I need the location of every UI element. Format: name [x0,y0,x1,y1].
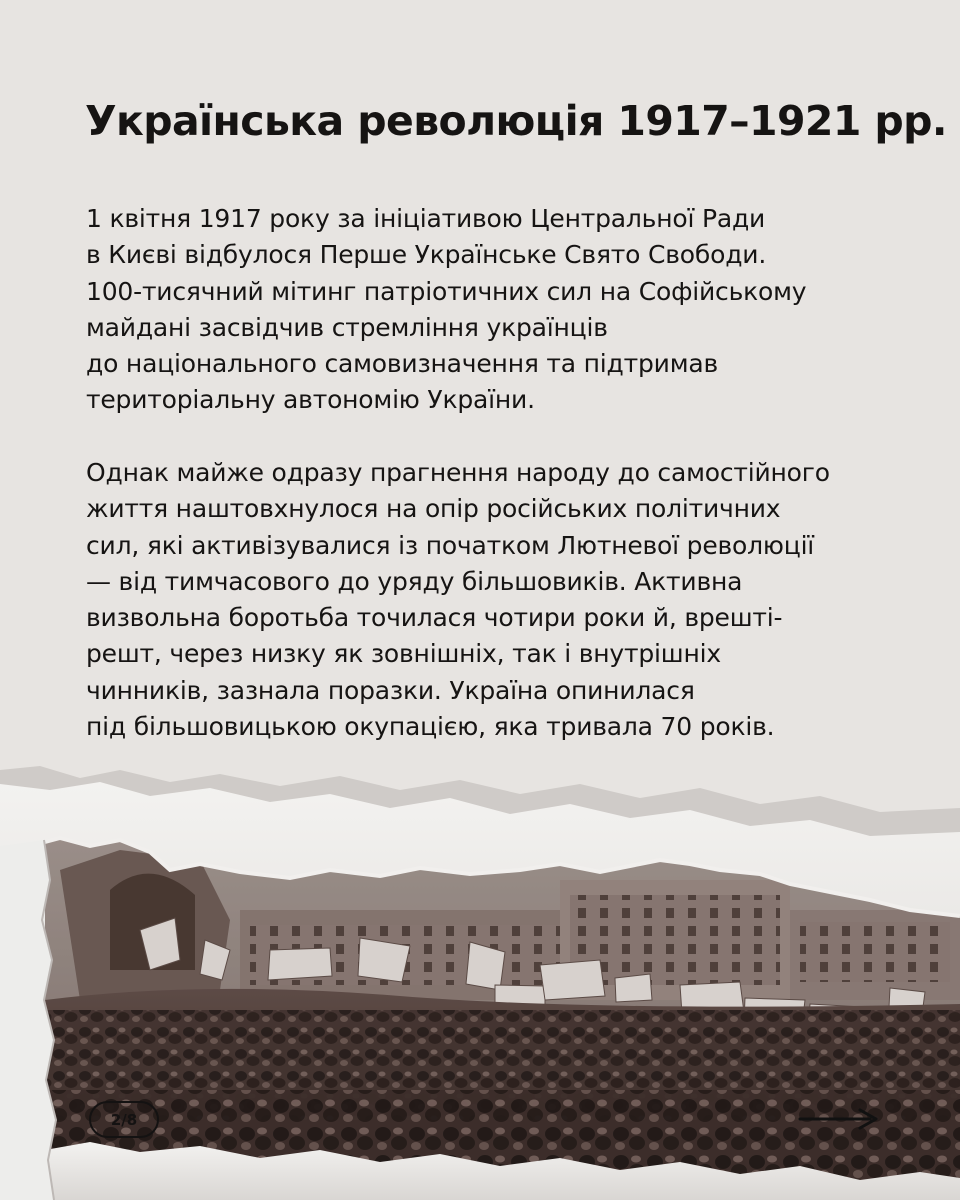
paragraph-line: майдані засвідчив стремління українців [86,312,608,342]
paragraph-outcome [86,455,916,745]
paragraph-line: решт, через низку як зовнішніх, так і внутрішніх [86,639,721,669]
paragraph-line: Однак майже одразу прагнення народу до самостійного [86,458,830,487]
paragraph-line: чинників, зазнала поразки. Україна опинилася [86,675,695,705]
paragraph-line: в Києві відбулося Перше Українське Свято Свободи. [86,240,767,270]
page-counter: 2/8 [89,1101,159,1138]
page-title: Українська революція 1917–1921 рр. [85,97,947,145]
paragraph-intro [86,201,916,419]
paragraph-line: визвольна боротьба точилася чотири роки й, врешті- [86,603,783,633]
paragraph-line: до національного самовизначення та підтримав [86,349,719,379]
arrow-right-icon [798,1107,880,1131]
next-slide-button[interactable] [798,1107,880,1131]
paragraph-line: сил, які активізувалися із початком Лютневої революції [86,530,815,560]
paragraph-line: життя наштовхнулося на опір російських політичних [86,494,781,524]
paragraph-line: під більшовицькою окупацією, яка тривала 70 років. [86,712,775,742]
paragraph-line: — від тимчасового до уряду більшовиків. Активна [86,566,743,596]
paragraph-line: територіальну автономію України. [86,385,535,415]
paragraph-line: 1 квітня 1917 року за ініціативою Центральної Ради [86,204,766,233]
paragraph-line: 100-тисячний мітинг патріотичних сил на Софійському [86,276,807,306]
